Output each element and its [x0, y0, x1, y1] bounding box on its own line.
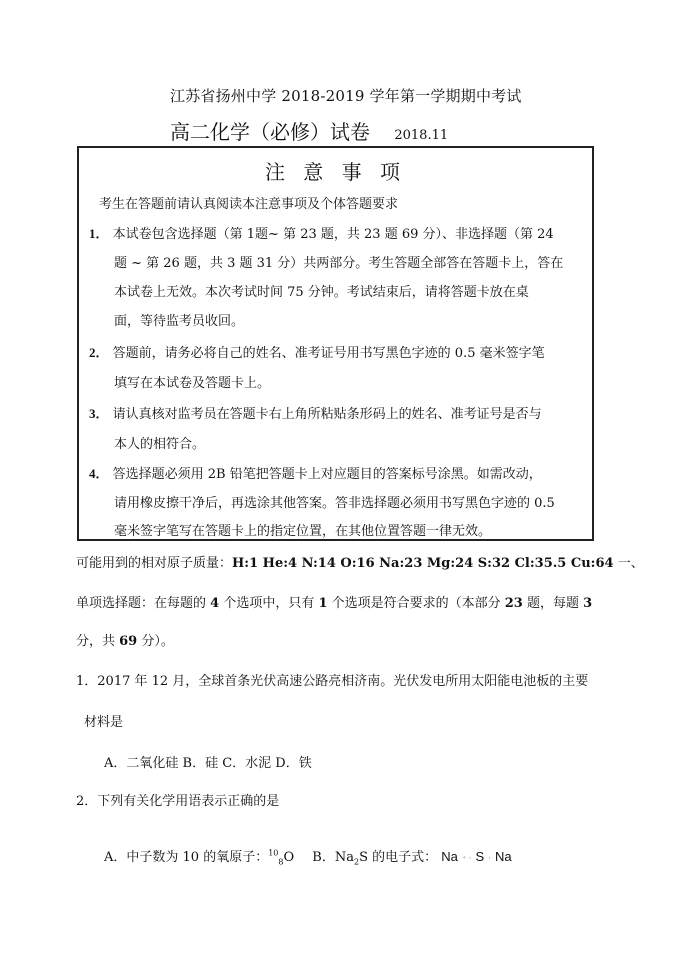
exam-title-text: 高二化学（必修）试卷 [170, 120, 370, 144]
section-number-bold: 1 [318, 596, 328, 611]
notice-item-line: 题 ~ 第 26 题，共 3 题 31 分）共两部分。考生答题全部答在答题卡上，答在 [114, 256, 564, 271]
notice-item-line: 填写在本试卷及答题卡上。 [114, 376, 271, 391]
notice-item-3 [89, 403, 542, 422]
section-number-bold: 69 [119, 634, 138, 649]
question-2-stem: 2．下列有关化学用语表示正确的是 [76, 794, 280, 809]
section-text: 个选项是符合要求的（本部分 [327, 596, 505, 611]
atomic-number: 8 [278, 857, 284, 867]
notice-box [77, 146, 594, 541]
notice-item-line: 本试卷上无效。本次考试时间 75 分钟。考试结束后，请将答题卡放在桌 [114, 285, 529, 300]
atomic-mass-label: 可能用到的相对原子质量： [76, 556, 233, 571]
section-text: 个选项中，只有 [219, 596, 319, 611]
section-text: 题，每题 [522, 596, 584, 611]
notice-item-line: 请用橡皮擦干净后，再选涂其他答案。答非选择题必须用书写黑色字迹的 0.5 [114, 496, 555, 511]
exam-date: 2018.11 [394, 128, 449, 143]
section-text: 分）。 [137, 634, 174, 649]
exam-title [170, 116, 448, 145]
section-number: 一、 [617, 556, 644, 571]
notice-item-line: 面，等待监考员收回。 [114, 314, 245, 329]
notice-item-number: 3． [89, 406, 109, 421]
atomic-mass-values: H:1 He:4 N:14 O:16 Na:23 Mg:24 S:32 Cl:35.5 Cu:64 [232, 556, 614, 571]
option-b-rest: S 的电子式： [359, 850, 438, 865]
section-text: 分，共 [76, 634, 120, 649]
notice-item-line: 答选择题必须用 2B 铅笔把答题卡上对应题目的答案标号涂黑。如需改动， [112, 467, 542, 482]
notice-item-2 [89, 342, 545, 361]
atomic-mass-line [76, 552, 644, 571]
section-number-bold: 3 [583, 596, 593, 611]
question-1-stem-cont: 材料是 [84, 715, 124, 730]
electron-dots: ⁺ · [462, 854, 472, 863]
section-instructions-line1 [76, 592, 592, 611]
section-text: 单项选择题：在每题的 [76, 596, 211, 611]
notice-item-line: 本人的相符合。 [114, 437, 206, 452]
option-a-text: A．中子数为 10 的氧原子： [104, 850, 269, 865]
notice-intro: 考生在答题前请认真阅读本注意事项及个体答题要求 [99, 197, 399, 212]
question-1-options: A．二氧化硅 B．硅 C．水泥 D．铁 [104, 756, 312, 771]
school-exam-line: 江苏省扬州中学 2018-2019 学年第一学期期中考试 [170, 87, 522, 105]
sulfur-symbol: S [475, 849, 485, 864]
oxygen-symbol: O [283, 850, 295, 865]
section-number-bold: 23 [504, 596, 523, 611]
question-2-options [104, 846, 512, 867]
section-number-bold: 4 [210, 596, 220, 611]
notice-item-1 [89, 223, 554, 242]
sodium-left: Na [441, 849, 458, 864]
notice-item-line: 答题前，请务必将自己的姓名、准考证号用书写黑色字迹的 0.5 毫米签字笔 [112, 346, 545, 361]
notice-title: 注 意 事 项 [264, 160, 407, 184]
notice-item-number: 1． [89, 226, 109, 241]
electron-dots: · [488, 854, 491, 863]
section-instructions-line2 [76, 630, 174, 649]
notice-item-line: 请认真核对监考员在答题卡右上角所粘贴条形码上的姓名、准考证号是否与 [112, 407, 542, 422]
sodium-right: Na [494, 849, 512, 864]
notice-item-number: 4． [89, 466, 109, 481]
notice-item-4 [89, 463, 542, 482]
subscript-2: 2 [353, 857, 360, 867]
mass-number: 10 [268, 848, 279, 858]
notice-item-line: 本试卷包含选择题（第 1题~ 第 23 题，共 23 题 69 分）、非选择题（第 24 [112, 227, 554, 242]
question-1-stem: 1．2017 年 12 月，全球首条光伏高速公路亮相济南。光伏发电所用太阳能电池板的主要 [76, 674, 589, 689]
notice-item-number: 2． [89, 345, 109, 360]
notice-item-line: 毫米签字笔写在答题卡上的指定位置，在其他位置答题一律无效。 [114, 524, 492, 539]
option-b-text: B．Na [312, 850, 354, 865]
